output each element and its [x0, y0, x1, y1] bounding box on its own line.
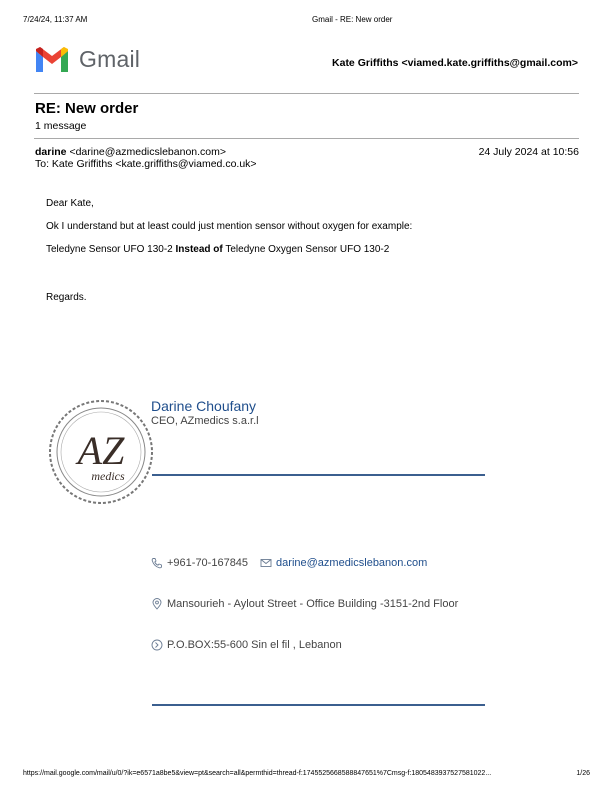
azmedics-logo	[46, 398, 156, 506]
sender-email[interactable]: <darine@azmedicslebanon.com>	[69, 146, 227, 158]
arrow-circle-icon	[151, 639, 163, 651]
signature-role: CEO, AZmedics s.a.r.l	[151, 415, 259, 427]
pobox-text: P.O.BOX:55-600 Sin el fil , Lebanon	[167, 639, 342, 651]
signature-name: Darine Choufany	[151, 398, 257, 414]
phone-icon	[151, 557, 163, 569]
location-pin-icon	[151, 598, 163, 610]
contact-pobox	[151, 639, 342, 651]
account-label: Kate Griffiths <viamed.kate.griffiths@gmail.com>	[332, 57, 578, 69]
mail-icon	[260, 557, 272, 569]
signature-rule-top	[152, 474, 485, 476]
address-text: Mansourieh - Aylout Street - Office Building -3151-2nd Floor	[167, 598, 459, 610]
greeting: Dear Kate,	[46, 198, 94, 209]
body-line-1: Ok I understand but at least could just mention sensor without oxygen for example:	[46, 221, 413, 232]
subject-divider	[34, 138, 579, 139]
thread-subject: RE: New order	[35, 100, 139, 117]
gmail-logo-icon[interactable]	[34, 44, 70, 74]
print-datetime: 7/24/24, 11:37 AM	[23, 15, 88, 24]
contact-phone-email	[151, 557, 427, 569]
recipient-line: To: Kate Griffiths <kate.griffiths@viamed.co.uk>	[35, 158, 257, 170]
signature-rule-bottom	[152, 704, 485, 706]
sender-name: darine	[35, 146, 67, 158]
body-line-2	[46, 244, 389, 255]
gmail-wordmark: Gmail	[79, 46, 141, 72]
print-footer-url: https://mail.google.com/mail/u/0/?ik=e6571a8be5&view=pt&search=all&permthid=thread-f:1745525668588847651%7Cmsg-f:1805483937527581022...	[23, 770, 492, 777]
closing: Regards.	[46, 292, 87, 303]
logo-subtext: medics	[91, 469, 125, 483]
logo-letters: AZ	[77, 428, 125, 473]
sender-line	[35, 146, 226, 158]
print-title: Gmail - RE: New order	[312, 15, 393, 24]
print-page-number: 1/26	[576, 770, 590, 777]
header-divider	[34, 93, 579, 94]
body-line-2-emphasis: Instead of	[175, 244, 223, 255]
body-line-2-end: Teledyne Oxygen Sensor UFO 130-2	[222, 244, 390, 255]
signature-email-link[interactable]: darine@azmedicslebanon.com	[276, 557, 428, 569]
message-count: 1 message	[35, 120, 87, 132]
message-date: 24 July 2024 at 10:56	[478, 146, 579, 158]
phone-number[interactable]: +961-70-167845	[167, 557, 249, 569]
body-line-2-start: Teledyne Sensor UFO 130-2	[46, 244, 176, 255]
contact-address	[151, 598, 458, 610]
